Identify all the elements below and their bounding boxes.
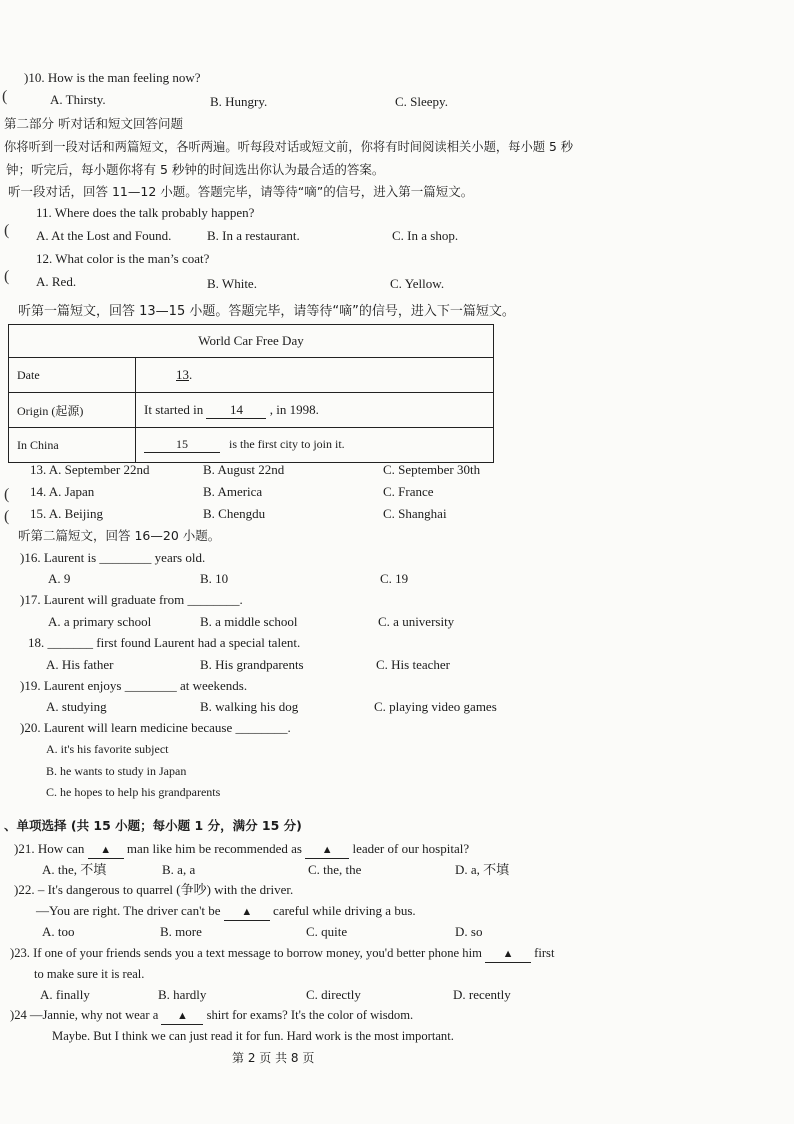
q19-prompt: )19. Laurent enjoys ________ at weekends. xyxy=(20,678,248,693)
q19-option-c: C. playing video games xyxy=(374,699,497,714)
q16-prompt: )16. Laurent is ________ years old. xyxy=(20,550,206,565)
q23-option-c: C. directly xyxy=(306,987,361,1002)
row-label: In China xyxy=(9,428,136,463)
q21-text-1: )21. How can xyxy=(14,841,85,856)
q14-option-c: C. France xyxy=(383,484,434,499)
q24-text-2: shirt for exams? It's the color of wisdom. xyxy=(206,1008,414,1022)
q21-text-2: man like him be recommended as xyxy=(126,841,302,856)
q24-text-1: )24 —Jannie, why not wear a xyxy=(10,1008,159,1022)
q10-prompt: )10. How is the man feeling now? xyxy=(24,70,201,85)
q22-line-1: )22. – It's dangerous to quarrel (争吵) with the driver. xyxy=(14,882,294,897)
q22-line-2 xyxy=(36,903,416,921)
blank-13: 13 xyxy=(176,367,189,382)
row-content xyxy=(136,428,494,463)
q18-option-a: A. His father xyxy=(46,657,114,672)
q20-option-a: A. it's his favorite subject xyxy=(46,742,169,756)
q11-option-c: C. In a shop. xyxy=(392,228,459,243)
row-content xyxy=(136,393,494,428)
q24-line-2: Maybe. But I think we can just read it for fun. Hard work is the most important. xyxy=(52,1029,454,1043)
blank-triangle-icon: ▲ xyxy=(100,844,112,856)
q17-option-b: B. a middle school xyxy=(200,614,298,629)
q19-option-a: A. studying xyxy=(46,699,107,714)
q22-text-1: —You are right. The driver can't be xyxy=(36,903,221,918)
q21-option-c: C. the, the xyxy=(308,862,362,877)
part2-instruction-1: 你将听到一段对话和两篇短文，各听两遍。听每段对话或短文前，你将有时间阅读相关小题，每小题 5 秒 xyxy=(4,140,574,154)
q14-option-a: 14. A. Japan xyxy=(30,484,95,499)
q20-option-c: C. he hopes to help his grandparents xyxy=(46,785,221,799)
q22-option-b: B. more xyxy=(160,924,202,939)
table-row xyxy=(9,428,494,463)
row-content xyxy=(136,358,494,393)
blank-triangle-icon: ▲ xyxy=(321,844,333,856)
q21-option-b: B. a, a xyxy=(162,862,196,877)
q17-option-c: C. a university xyxy=(378,614,455,629)
passage1-instruction: 听第一篇短文，回答 13—15 小题。答题完毕，请等待“嘀”的信号，进入下一篇短文。 xyxy=(18,304,515,319)
q16-option-c: C. 19 xyxy=(380,571,409,586)
world-car-free-day-table xyxy=(8,324,494,463)
q10-option-b: B. Hungry. xyxy=(210,94,268,109)
answer-bracket: ( xyxy=(4,508,10,525)
q23-option-d: D. recently xyxy=(453,987,511,1002)
answer-bracket: ( xyxy=(4,222,10,239)
q24-line-1 xyxy=(10,1007,413,1025)
q12-prompt: 12. What color is the man’s coat? xyxy=(36,251,210,266)
q15-option-c: C. Shanghai xyxy=(383,506,447,521)
q21-option-d: D. a, 不填 xyxy=(455,862,510,877)
part2-instruction-2: 钟；听完后，每小题你将有 5 秒钟的时间选出你认为最合适的答案。 xyxy=(6,162,385,177)
q13-option-a: 13. A. September 22nd xyxy=(30,462,150,477)
part2-heading: 第二部分 听对话和短文回答问题 xyxy=(4,116,183,131)
table-row xyxy=(9,358,494,393)
q18-option-c: C. His teacher xyxy=(376,657,451,672)
q10-option-c: C. Sleepy. xyxy=(395,94,448,109)
page-footer: 第 2 页 共 8 页 xyxy=(232,1051,315,1065)
q20-option-b: B. he wants to study in Japan xyxy=(46,764,187,778)
answer-bracket: ( xyxy=(2,88,8,105)
row-post: is the first city to join it. xyxy=(229,437,345,451)
row-pre: It started in xyxy=(144,401,204,417)
q11-prompt: 11. Where does the talk probably happen? xyxy=(36,205,255,220)
q22-option-c: C. quite xyxy=(306,924,348,939)
q21-text-3: leader of our hospital? xyxy=(352,841,470,856)
table-row xyxy=(9,393,494,428)
q22-text-2: careful while driving a bus. xyxy=(273,903,416,918)
row-post: . xyxy=(189,367,193,382)
q12-option-c: C. Yellow. xyxy=(390,276,445,291)
q18-option-b: B. His grandparents xyxy=(200,657,304,672)
q13-option-c: C. September 30th xyxy=(383,462,481,477)
q23-option-a: A. finally xyxy=(40,987,90,1002)
row-post: , in 1998. xyxy=(269,401,319,417)
answer-bracket: ( xyxy=(4,486,10,503)
q19-option-b: B. walking his dog xyxy=(200,699,299,714)
q15-option-b: B. Chengdu xyxy=(203,506,266,521)
q23-text-1: )23. If one of your friends sends you a text message to borrow money, you'd better phone him xyxy=(10,946,482,960)
q23-text-2: first xyxy=(534,946,555,960)
q11-option-b: B. In a restaurant. xyxy=(207,228,300,243)
section-heading: 、单项选择 (共 15 小题；每小题 1 分，满分 15 分) xyxy=(4,818,302,833)
q16-option-a: A. 9 xyxy=(48,571,71,586)
blank-15: 15 xyxy=(176,437,188,451)
row-label: Origin (起源) xyxy=(9,393,136,428)
blank-triangle-icon: ▲ xyxy=(502,948,514,960)
answer-bracket: ( xyxy=(4,268,10,285)
row-label: Date xyxy=(9,358,136,393)
q21-prompt xyxy=(14,841,469,859)
q17-option-a: A. a primary school xyxy=(48,614,152,629)
q16-option-b: B. 10 xyxy=(200,571,229,586)
q12-option-a: A. Red. xyxy=(36,274,77,289)
q23-line-1 xyxy=(10,945,554,963)
blank-triangle-icon: ▲ xyxy=(177,1010,188,1022)
passage2-instruction: 听第二篇短文，回答 16—20 小题。 xyxy=(18,528,221,543)
q10-option-a: A. Thirsty. xyxy=(50,92,106,107)
q22-option-d: D. so xyxy=(455,924,483,939)
q18-prompt: 18. _______ first found Laurent had a special talent. xyxy=(28,635,301,650)
blank-14: 14 xyxy=(229,401,243,417)
q14-option-b: B. America xyxy=(203,484,263,499)
q20-prompt: )20. Laurent will learn medicine because ________. xyxy=(20,720,291,735)
q12-option-b: B. White. xyxy=(207,276,257,291)
q23-line-2: to make sure it is real. xyxy=(34,967,145,981)
q15-option-a: 15. A. Beijing xyxy=(30,506,103,521)
q22-option-a: A. too xyxy=(42,924,75,939)
blank-triangle-icon: ▲ xyxy=(241,906,253,918)
q23-option-b: B. hardly xyxy=(158,987,207,1002)
q13-option-b: B. August 22nd xyxy=(203,462,285,477)
dialog-instruction: 听一段对话，回答 11—12 小题。答题完毕，请等待“嘀”的信号，进入第一篇短文。 xyxy=(8,184,474,199)
q21-option-a: A. the, 不填 xyxy=(42,862,107,877)
table-title: World Car Free Day xyxy=(9,325,494,358)
q11-option-a: A. At the Lost and Found. xyxy=(36,228,172,243)
q17-prompt: )17. Laurent will graduate from ________. xyxy=(20,592,243,607)
